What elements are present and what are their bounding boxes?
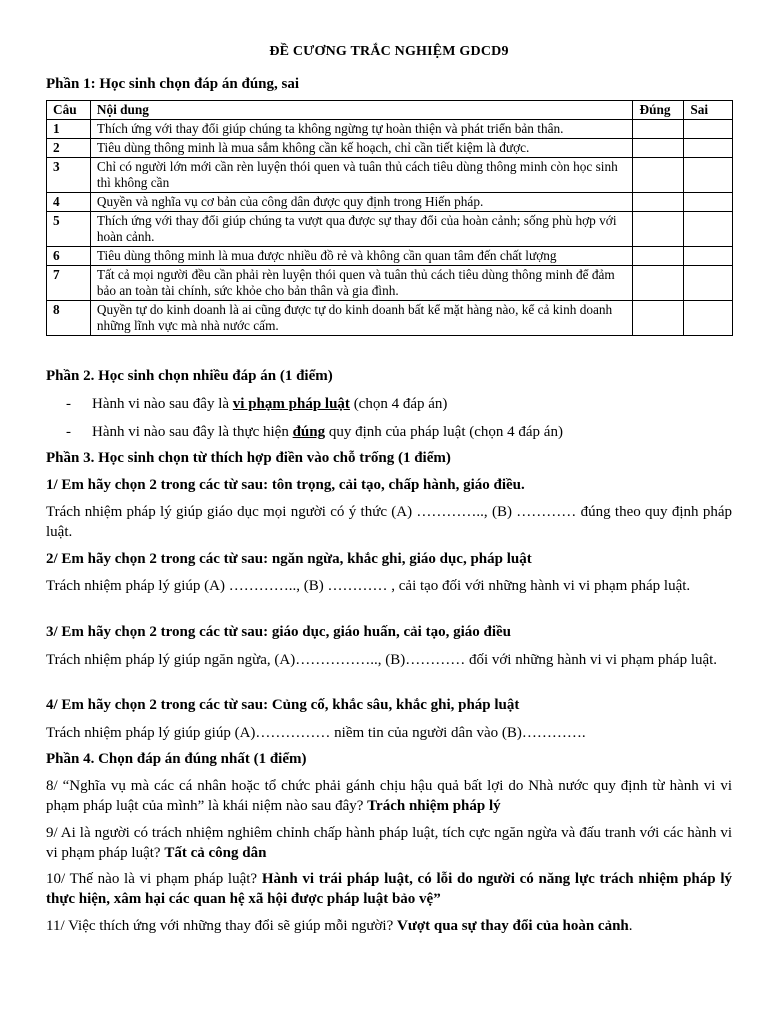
list-dash: - xyxy=(66,396,71,412)
part3-q2-heading: 2/ Em hãy chọn 2 trong các từ sau: ngăn ngừa, khắc ghi, giáo dục, pháp luật xyxy=(46,551,532,567)
column-header-dung: Đúng xyxy=(633,101,684,120)
row-statement: Tất cả mọi người đều cần phải rèn luyện thói quen và tuân thủ cách tiêu dùng thông minh để đảm bảo an toàn tài chính, sức khỏe cho bản thân và gia đình. xyxy=(90,266,633,301)
true-answer-cell[interactable] xyxy=(633,193,684,212)
part2-heading: Phần 2. Học sinh chọn nhiều đáp án (1 điểm) xyxy=(46,368,333,384)
part4-q8 xyxy=(46,776,732,816)
true-answer-cell[interactable] xyxy=(633,158,684,193)
row-statement: Tiêu dùng thông minh là mua sắm không cần kế hoạch, chỉ cần tiết kiệm là được. xyxy=(90,139,633,158)
false-answer-cell[interactable] xyxy=(684,158,733,193)
part3-q3-text: Trách nhiệm pháp lý giúp ngăn ngừa, (A)…………….., (B)………… đối với những hành vi vi phạm pháp luật. xyxy=(46,652,718,668)
true-answer-cell[interactable] xyxy=(633,212,684,247)
row-number: 1 xyxy=(47,120,91,139)
table-row xyxy=(47,301,733,336)
row-statement: Thích ứng với thay đổi giúp chúng ta không ngừng tự hoàn thiện và phát triển bản thân. xyxy=(90,120,633,139)
row-number: 4 xyxy=(47,193,91,212)
part2-item-1 xyxy=(92,394,447,414)
part4-q11-question: 11/ Việc thích ứng với những thay đổi sẽ giúp mỗi người? xyxy=(46,918,397,934)
false-answer-cell[interactable] xyxy=(684,212,733,247)
true-answer-cell[interactable] xyxy=(633,120,684,139)
table-row xyxy=(47,247,733,266)
part4-heading: Phần 4. Chọn đáp án đúng nhất (1 điểm) xyxy=(46,751,307,767)
part2-item-1-text: Hành vi nào sau đây là xyxy=(92,396,233,412)
part3-q3-heading: 3/ Em hãy chọn 2 trong các từ sau: giáo dục, giáo huấn, cải tạo, giáo điều xyxy=(46,624,512,640)
part4-q11 xyxy=(46,916,732,936)
true-answer-cell[interactable] xyxy=(633,266,684,301)
row-number: 8 xyxy=(47,301,91,336)
part4-q10-question: 10/ Thế nào là vi phạm pháp luật? xyxy=(46,871,262,887)
false-answer-cell[interactable] xyxy=(684,301,733,336)
row-number: 3 xyxy=(47,158,91,193)
part3-q2-text: Trách nhiệm pháp lý giúp (A) ………….., (B) ………… , cải tạo đối với những hành vi vi phạm pháp luật. xyxy=(46,578,691,594)
false-answer-cell[interactable] xyxy=(684,120,733,139)
part2-item-1-emphasis: vi phạm pháp luật xyxy=(232,396,350,412)
true-answer-cell[interactable] xyxy=(633,139,684,158)
part1-heading: Phần 1: Học sinh chọn đáp án đúng, sai xyxy=(46,76,300,92)
part4-q8-question: 8/ “Nghĩa vụ mà các cá nhân hoặc tổ chức phải gánh chịu hậu quả bất lợi do Nhà nước quy định từ hành vi vi phạm pháp luật của mình” là khái niệm nào sau đây? xyxy=(46,778,732,814)
false-answer-cell[interactable] xyxy=(684,139,733,158)
row-number: 2 xyxy=(47,139,91,158)
part4-q8-answer: Trách nhiệm pháp lý xyxy=(367,798,501,814)
table-row xyxy=(47,139,733,158)
part2-item-2-emphasis: đúng xyxy=(292,424,326,440)
part4-q9 xyxy=(46,823,732,863)
column-header-sai: Sai xyxy=(684,101,733,120)
row-statement: Quyền và nghĩa vụ cơ bản của công dân được quy định trong Hiến pháp. xyxy=(90,193,633,212)
row-statement: Chỉ có người lớn mới cần rèn luyện thói quen và tuân thủ cách tiêu dùng thông minh còn học sinh thì không cần xyxy=(90,158,633,193)
part2-item-2-text: Hành vi nào sau đây là thực hiện xyxy=(92,424,293,440)
true-answer-cell[interactable] xyxy=(633,247,684,266)
part2-item-2 xyxy=(92,422,563,442)
row-number: 5 xyxy=(47,212,91,247)
part3-q1-text: Trách nhiệm pháp lý giúp giáo dục mọi người có ý thức (A) ………….., (B) ………… đúng theo quy định pháp luật. xyxy=(46,504,732,540)
table-row xyxy=(47,212,733,247)
false-answer-cell[interactable] xyxy=(684,247,733,266)
false-answer-cell[interactable] xyxy=(684,193,733,212)
table-row xyxy=(47,193,733,212)
table-row xyxy=(47,266,733,301)
table-row xyxy=(47,158,733,193)
false-answer-cell[interactable] xyxy=(684,266,733,301)
table-header-row xyxy=(47,101,733,120)
part4-q9-answer: Tất cả công dân xyxy=(164,845,267,861)
part3-heading: Phần 3. Học sinh chọn từ thích hợp điền vào chỗ trống (1 điểm) xyxy=(46,450,451,466)
part2-item-2-suffix: quy định của pháp luật (chọn 4 đáp án) xyxy=(325,424,563,440)
row-statement: Tiêu dùng thông minh là mua được nhiều đồ rẻ và không cần quan tâm đến chất lượng xyxy=(90,247,633,266)
part3-q4-heading: 4/ Em hãy chọn 2 trong các từ sau: Củng cố, khắc sâu, khắc ghi, pháp luật xyxy=(46,697,520,713)
part4-q11-period: . xyxy=(628,918,633,934)
row-statement: Quyền tự do kinh doanh là ai cũng được tự do kinh doanh bất kể mặt hàng nào, kể cả kinh doanh những lĩnh vực mà nhà nước cấm. xyxy=(90,301,633,336)
part3-q1-heading: 1/ Em hãy chọn 2 trong các từ sau: tôn trọng, cải tạo, chấp hành, giáo điều. xyxy=(46,477,525,493)
document-title: ĐỀ CƯƠNG TRẮC NGHIỆM GDCD9 xyxy=(269,44,509,59)
true-answer-cell[interactable] xyxy=(633,301,684,336)
part2-item-1-suffix: (chọn 4 đáp án) xyxy=(349,396,448,412)
table-row xyxy=(47,120,733,139)
part3-q4-text: Trách nhiệm pháp lý giúp giúp (A)…………… niềm tin của người dân vào (B)…………. xyxy=(46,725,586,741)
list-dash: - xyxy=(66,424,71,440)
part4-q10 xyxy=(46,869,732,909)
part4-q9-question: 9/ Ai là người có trách nhiệm nghiêm chỉnh chấp hành pháp luật, tích cực ngăn ngừa và đấu tranh với các hành vi vi phạm pháp luật? xyxy=(46,825,732,861)
column-header-cau: Câu xyxy=(47,101,91,120)
true-false-table xyxy=(46,100,733,336)
part4-q10-answer: Hành vi trái pháp luật, có lỗi do người có năng lực trách nhiệm pháp lý thực hiện, xâm hại các quan hệ xã hội được pháp luật bảo vệ” xyxy=(46,871,732,907)
part4-q11-answer: Vượt qua sự thay đổi của hoàn cảnh xyxy=(396,918,629,934)
row-number: 7 xyxy=(47,266,91,301)
column-header-noi-dung: Nội dung xyxy=(90,101,633,120)
row-statement: Thích ứng với thay đổi giúp chúng ta vượt qua được sự thay đổi của hoàn cảnh; sống phù hợp với hoàn cảnh. xyxy=(90,212,633,247)
row-number: 6 xyxy=(47,247,91,266)
